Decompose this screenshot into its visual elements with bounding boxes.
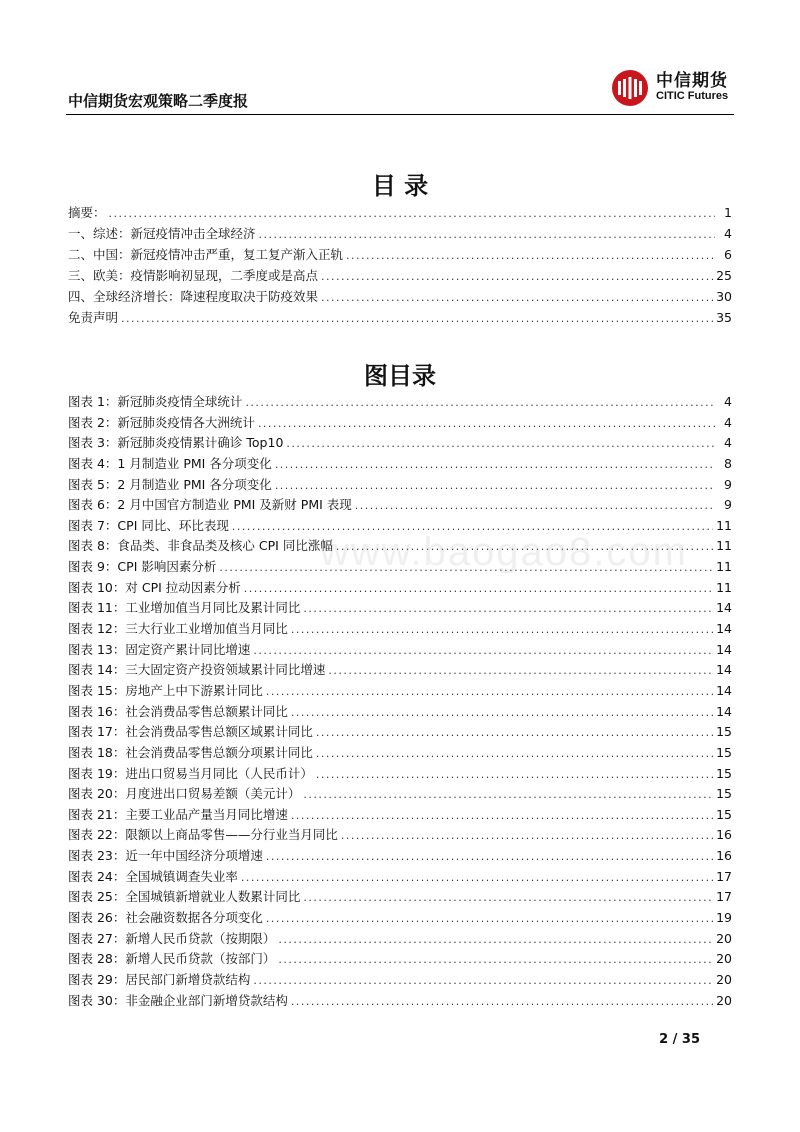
toc-item-page: 30 xyxy=(716,289,732,304)
leader-dots xyxy=(336,540,713,553)
report-header-title: 中信期货宏观策略二季度报 xyxy=(68,92,249,110)
figure-item-label: 图表 19：进出口贸易当月同比（人民币计） xyxy=(68,765,313,781)
leader-dots xyxy=(241,871,713,884)
figure-item-page: 14 xyxy=(716,703,732,719)
figure-item-label: 图表 18：社会消费品零售总额分项累计同比 xyxy=(68,744,313,760)
figure-item-page: 16 xyxy=(716,827,732,843)
leader-dots xyxy=(341,829,713,842)
leader-dots xyxy=(303,602,713,615)
leader-dots xyxy=(259,228,715,241)
toc-item-page: 6 xyxy=(724,247,732,262)
figure-item-label: 图表 11：工业增加值当月同比及累计同比 xyxy=(68,600,301,616)
leader-dots xyxy=(316,768,713,781)
leader-dots xyxy=(109,207,715,220)
figure-item-page: 15 xyxy=(716,786,732,802)
figure-item-label: 图表 22：限额以上商品零售——分行业当月同比 xyxy=(68,827,338,843)
figure-item-label: 图表 27：新增人民币贷款（按期限） xyxy=(68,930,276,946)
figure-item-page: 11 xyxy=(716,559,732,575)
figure-item[interactable] xyxy=(68,660,732,681)
leader-dots xyxy=(291,809,713,822)
leader-dots xyxy=(266,685,713,698)
figure-item[interactable] xyxy=(68,495,732,516)
leader-dots xyxy=(232,520,713,533)
figure-item-page: 20 xyxy=(716,930,732,946)
figure-item[interactable] xyxy=(68,702,732,723)
figure-item-page: 16 xyxy=(716,848,732,864)
figure-item-label: 图表 17：社会消费品零售总额区域累计同比 xyxy=(68,724,313,740)
figure-item-label: 图表 7：CPI 同比、环比表现 xyxy=(68,517,229,533)
toc-item[interactable] xyxy=(68,308,732,329)
logo-chinese-name: 中信期货 xyxy=(656,71,728,92)
leader-dots xyxy=(303,891,713,904)
figure-item[interactable] xyxy=(68,640,732,661)
figure-item-label: 图表 6：2 月中国官方制造业 PMI 及新财 PMI 表现 xyxy=(68,497,352,513)
figure-item-label: 图表 9：CPI 影响因素分析 xyxy=(68,559,217,575)
table-of-contents xyxy=(68,203,732,329)
toc-item-page: 1 xyxy=(724,205,732,220)
figure-item[interactable] xyxy=(68,516,732,537)
leader-dots xyxy=(253,644,713,657)
figure-item-label: 图表 30：非金融企业部门新增贷款结构 xyxy=(68,992,288,1008)
figure-item-page: 15 xyxy=(716,806,732,822)
figure-item-label: 图表 2：新冠肺炎疫情各大洲统计 xyxy=(68,414,255,430)
toc-item-label: 四、全球经济增长：降速程度取决于防疫效果 xyxy=(68,289,319,304)
figure-item-page: 4 xyxy=(724,394,732,409)
toc-item[interactable] xyxy=(68,245,732,266)
figure-item-page: 11 xyxy=(716,538,732,554)
figure-item-label: 图表 8：食品类、非食品类及核心 CPI 同比涨幅 xyxy=(68,538,333,554)
figure-item[interactable] xyxy=(68,413,732,434)
figure-item-label: 图表 16：社会消费品零售总额累计同比 xyxy=(68,703,288,719)
figure-item-page: 9 xyxy=(724,497,732,513)
figure-item[interactable] xyxy=(68,578,732,599)
leader-dots xyxy=(258,417,715,430)
figure-item-page: 14 xyxy=(716,682,732,698)
figure-item-page: 9 xyxy=(724,476,732,492)
figure-item-label: 图表 4：1 月制造业 PMI 各分项变化 xyxy=(68,455,272,471)
figure-item-page: 20 xyxy=(716,992,732,1008)
page-number: 2 / 35 xyxy=(659,1032,700,1047)
citic-logo-icon xyxy=(610,68,650,108)
leader-dots xyxy=(266,912,713,925)
figure-item-label: 图表 24：全国城镇调查失业率 xyxy=(68,868,238,884)
figure-item-page: 15 xyxy=(716,744,732,760)
figure-item[interactable] xyxy=(68,681,732,702)
toc-item[interactable] xyxy=(68,203,732,224)
figure-list-title: 图目录 xyxy=(364,362,436,390)
figure-item[interactable] xyxy=(68,722,732,743)
figure-item-label: 图表 14：三大固定资产投资领域累计同比增速 xyxy=(68,662,326,678)
figure-item-label: 图表 1：新冠肺炎疫情全球统计 xyxy=(68,394,243,409)
leader-dots xyxy=(321,291,713,304)
leader-dots xyxy=(253,974,713,987)
figure-item[interactable] xyxy=(68,929,732,950)
leader-dots xyxy=(275,479,715,492)
figure-item[interactable] xyxy=(68,949,732,970)
leader-dots xyxy=(266,850,713,863)
figure-item-page: 17 xyxy=(716,868,732,884)
figure-item-label: 图表 20：月度进出口贸易差额（美元计） xyxy=(68,786,301,802)
leader-dots xyxy=(303,788,713,801)
watermark: www.baogao8.com xyxy=(320,530,688,574)
figure-item[interactable] xyxy=(68,557,732,578)
leader-dots xyxy=(278,953,713,966)
leader-dots xyxy=(316,726,713,739)
toc-item[interactable] xyxy=(68,287,732,308)
figure-item-page: 20 xyxy=(716,971,732,987)
figure-item-label: 图表 15：房地产上中下游累计同比 xyxy=(68,682,263,698)
leader-dots xyxy=(278,933,713,946)
figure-item[interactable] xyxy=(68,867,732,888)
header-divider xyxy=(66,114,734,115)
figure-list xyxy=(68,392,732,1011)
toc-item-label: 一、综述：新冠疫情冲击全球经济 xyxy=(68,226,256,241)
figure-item-label: 图表 25：全国城镇新增就业人数累计同比 xyxy=(68,889,301,905)
figure-item[interactable] xyxy=(68,887,732,908)
figure-item-page: 11 xyxy=(716,517,732,533)
figure-item-page: 14 xyxy=(716,662,732,678)
leader-dots xyxy=(316,747,713,760)
figure-item-label: 图表 3：新冠肺炎疫情累计确诊 Top10 xyxy=(68,435,284,451)
figure-item[interactable] xyxy=(68,433,732,454)
figure-item-label: 图表 29：居民部门新增贷款结构 xyxy=(68,971,251,987)
leader-dots xyxy=(219,561,713,574)
toc-item-label: 二、中国：新冠疫情冲击严重，复工复产渐入正轨 xyxy=(68,247,344,262)
logo-english-name: CITIC Futures xyxy=(656,90,729,103)
figure-item-page: 17 xyxy=(716,889,732,905)
figure-item[interactable] xyxy=(68,908,732,929)
toc-item-page: 35 xyxy=(716,310,732,325)
leader-dots xyxy=(286,437,715,450)
figure-item[interactable] xyxy=(68,970,732,991)
figure-item-page: 19 xyxy=(716,910,732,926)
citic-futures-logo xyxy=(610,68,728,108)
figure-item[interactable] xyxy=(68,991,732,1012)
leader-dots xyxy=(291,706,713,719)
figure-item[interactable] xyxy=(68,743,732,764)
figure-item[interactable] xyxy=(68,784,732,805)
leader-dots xyxy=(291,995,713,1008)
figure-item-page: 8 xyxy=(724,455,732,471)
figure-item-label: 图表 26：社会融资数据各分项变化 xyxy=(68,910,263,926)
figure-item[interactable] xyxy=(68,392,732,413)
figure-item[interactable] xyxy=(68,619,732,640)
figure-item-page: 15 xyxy=(716,765,732,781)
figure-item[interactable] xyxy=(68,454,732,475)
leader-dots xyxy=(328,664,713,677)
figure-item-label: 图表 13：固定资产累计同比增速 xyxy=(68,641,251,657)
figure-item-label: 图表 23：近一年中国经济分项增速 xyxy=(68,848,263,864)
figure-item-page: 14 xyxy=(716,600,732,616)
figure-item-page: 11 xyxy=(716,579,732,595)
leader-dots xyxy=(291,623,713,636)
leader-dots xyxy=(121,312,713,325)
toc-item-label: 免责声明 xyxy=(68,310,119,325)
figure-item[interactable] xyxy=(68,475,732,496)
toc-item-page: 25 xyxy=(716,268,732,283)
figure-item-label: 图表 10：对 CPI 拉动因素分析 xyxy=(68,579,241,595)
figure-item-label: 图表 12：三大行业工业增加值当月同比 xyxy=(68,621,288,637)
figure-item[interactable] xyxy=(68,846,732,867)
figure-item-page: 20 xyxy=(716,951,732,967)
toc-item-page: 4 xyxy=(724,226,732,241)
figure-item[interactable] xyxy=(68,764,732,785)
figure-item-label: 图表 5：2 月制造业 PMI 各分项变化 xyxy=(68,476,272,492)
leader-dots xyxy=(346,249,715,262)
figure-item[interactable] xyxy=(68,825,732,846)
leader-dots xyxy=(355,499,715,512)
toc-item-label: 摘要： xyxy=(68,205,106,220)
toc-item[interactable] xyxy=(68,224,732,245)
leader-dots xyxy=(321,270,713,283)
toc-title: 目 录 xyxy=(371,172,429,200)
figure-item-page: 4 xyxy=(724,435,732,451)
figure-item-page: 4 xyxy=(724,414,732,430)
leader-dots xyxy=(245,396,715,409)
figure-item[interactable] xyxy=(68,536,732,557)
figure-item-label: 图表 28：新增人民币贷款（按部门） xyxy=(68,951,276,967)
figure-item-page: 15 xyxy=(716,724,732,740)
leader-dots xyxy=(244,582,713,595)
figure-item[interactable] xyxy=(68,805,732,826)
figure-item[interactable] xyxy=(68,598,732,619)
figure-item-page: 14 xyxy=(716,641,732,657)
toc-item[interactable] xyxy=(68,266,732,287)
toc-item-label: 三、欧美：疫情影响初显现，二季度或是高点 xyxy=(68,268,319,283)
figure-item-page: 14 xyxy=(716,621,732,637)
figure-item-label: 图表 21：主要工业品产量当月同比增速 xyxy=(68,806,288,822)
leader-dots xyxy=(275,458,715,471)
